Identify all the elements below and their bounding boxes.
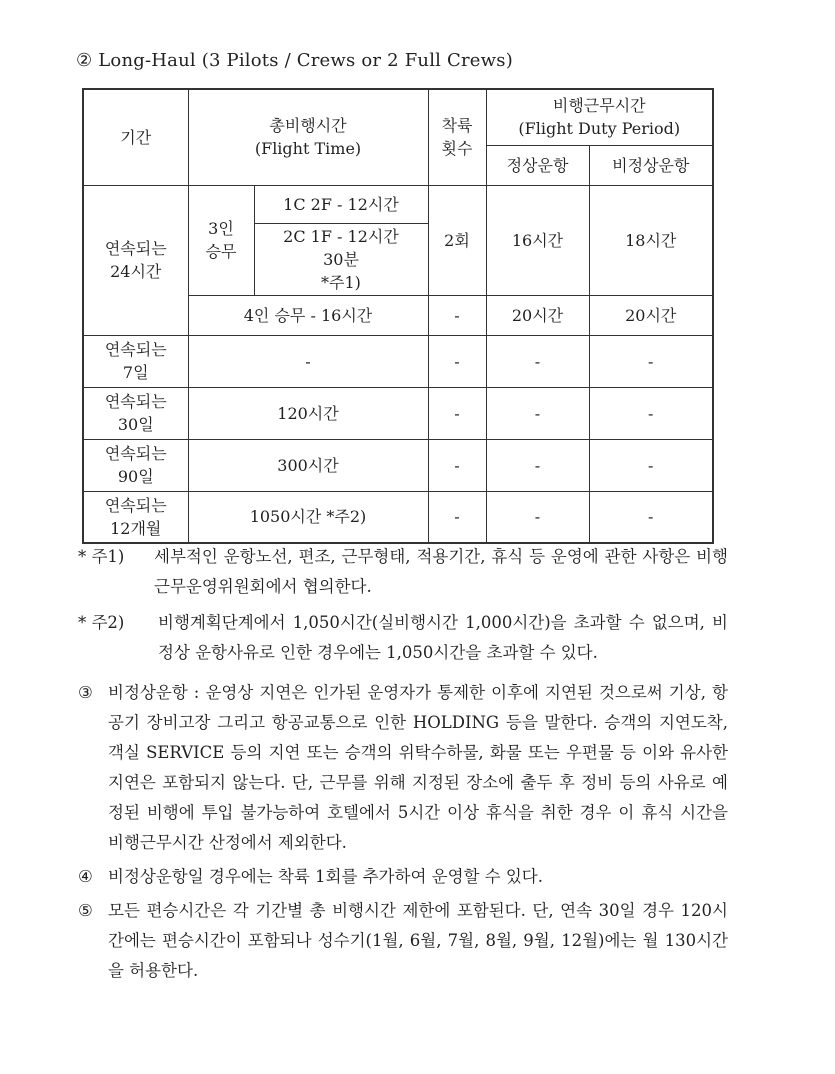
paragraph-5 [78, 896, 728, 986]
paragraph-5-text: 모든 편승시간은 각 기간별 총 비행시간 제한에 포함된다. 단, 연속 30일 경우 120시간에는 편승시간이 포함되나 성수기(1월, 6월, 7월, 8월, 9월, 12월)에는 월 130시간을 허용한다. [108, 901, 728, 980]
section-heading: ② Long-Haul (3 Pilots / Crews or 2 Full Crews) [76, 50, 513, 71]
normal-90d: - [486, 439, 589, 491]
header-normal: 정상운항 [486, 145, 589, 185]
footnote-1-mark: * 주1) [78, 547, 125, 566]
footnote-2-mark: * 주2) [78, 613, 125, 632]
paragraph-3-text: 비정상운항 : 운영상 지연은 인가된 운영자가 통제한 이후에 지연된 것으로써 기상, 항공기 장비고장 그리고 항공교통으로 인한 HOLDING 등을 말한다. 승객의 지연도착, 객실 SERVICE 등의 지연 또는 승객의 위탁수하물, 화물 또는 우편물 등 이와 유사한 지연은 포함되지 않는다. 단, 근무를 위해 지정된 장소에 출두 후 정비 등의 사유로 예정된 비행에 투입 불가능하여 호텔에서 5시간 이상 휴식을 취한 경우 이 휴식 시간을 비행근무시간 산정에서 제외한다. [108, 683, 728, 852]
footnote-2 [78, 608, 728, 668]
header-flight-time: 총비행시간 (Flight Time) [188, 89, 428, 185]
normal-24h: 16시간 [486, 185, 589, 295]
ft-2c1f: 2C 1F - 12시간 30분 *주1) [254, 223, 428, 295]
paragraph-3-number: ③ [78, 683, 93, 702]
normal-4crew: 20시간 [486, 295, 589, 335]
period-12m: 연속되는 12개월 [83, 491, 188, 543]
ft-7d: - [188, 335, 428, 387]
landing-30d: - [428, 387, 486, 439]
landing-12m: - [428, 491, 486, 543]
notes-section [78, 542, 728, 986]
footnote-2-text: 비행계획단계에서 1,050시간(실비행시간 1,000시간)을 초과할 수 없으며, 비정상 운항사유로 인한 경우에는 1,050시간을 초과할 수 있다. [158, 613, 728, 662]
period-24h: 연속되는 24시간 [83, 185, 188, 335]
landing-7d: - [428, 335, 486, 387]
period-7d: 연속되는 7일 [83, 335, 188, 387]
landing-90d: - [428, 439, 486, 491]
paragraph-4 [78, 862, 728, 892]
abnormal-90d: - [589, 439, 713, 491]
abnormal-30d: - [589, 387, 713, 439]
normal-30d: - [486, 387, 589, 439]
abnormal-24h: 18시간 [589, 185, 713, 295]
abnormal-4crew: 20시간 [589, 295, 713, 335]
footnote-1 [78, 542, 728, 602]
paragraph-4-text: 비정상운항일 경우에는 착륙 1회를 추가하여 운영할 수 있다. [108, 867, 543, 886]
ft-30d: 120시간 [188, 387, 428, 439]
footnote-1-text: 세부적인 운항노선, 편조, 근무형태, 적용기간, 휴식 등 운영에 관한 사항은 비행근무운영위원회에서 협의한다. [154, 547, 728, 596]
paragraph-5-number: ⑤ [78, 901, 93, 920]
header-period: 기간 [83, 89, 188, 185]
header-landings: 착륙 횟수 [428, 89, 486, 185]
ft-4crew: 4인 승무 - 16시간 [188, 295, 428, 335]
header-abnormal: 비정상운항 [589, 145, 713, 185]
landing-24h: 2회 [428, 185, 486, 295]
ft-90d: 300시간 [188, 439, 428, 491]
paragraph-4-number: ④ [78, 867, 93, 886]
abnormal-12m: - [589, 491, 713, 543]
normal-12m: - [486, 491, 589, 543]
flight-duty-table [82, 88, 714, 544]
header-flight-duty-period: 비행근무시간 (Flight Duty Period) [486, 89, 713, 145]
period-90d: 연속되는 90일 [83, 439, 188, 491]
crew-3: 3인 승무 [188, 185, 254, 295]
landing-4crew: - [428, 295, 486, 335]
normal-7d: - [486, 335, 589, 387]
abnormal-7d: - [589, 335, 713, 387]
period-30d: 연속되는 30일 [83, 387, 188, 439]
ft-12m: 1050시간 *주2) [188, 491, 428, 543]
paragraph-3 [78, 678, 728, 858]
ft-1c2f: 1C 2F - 12시간 [254, 185, 428, 223]
